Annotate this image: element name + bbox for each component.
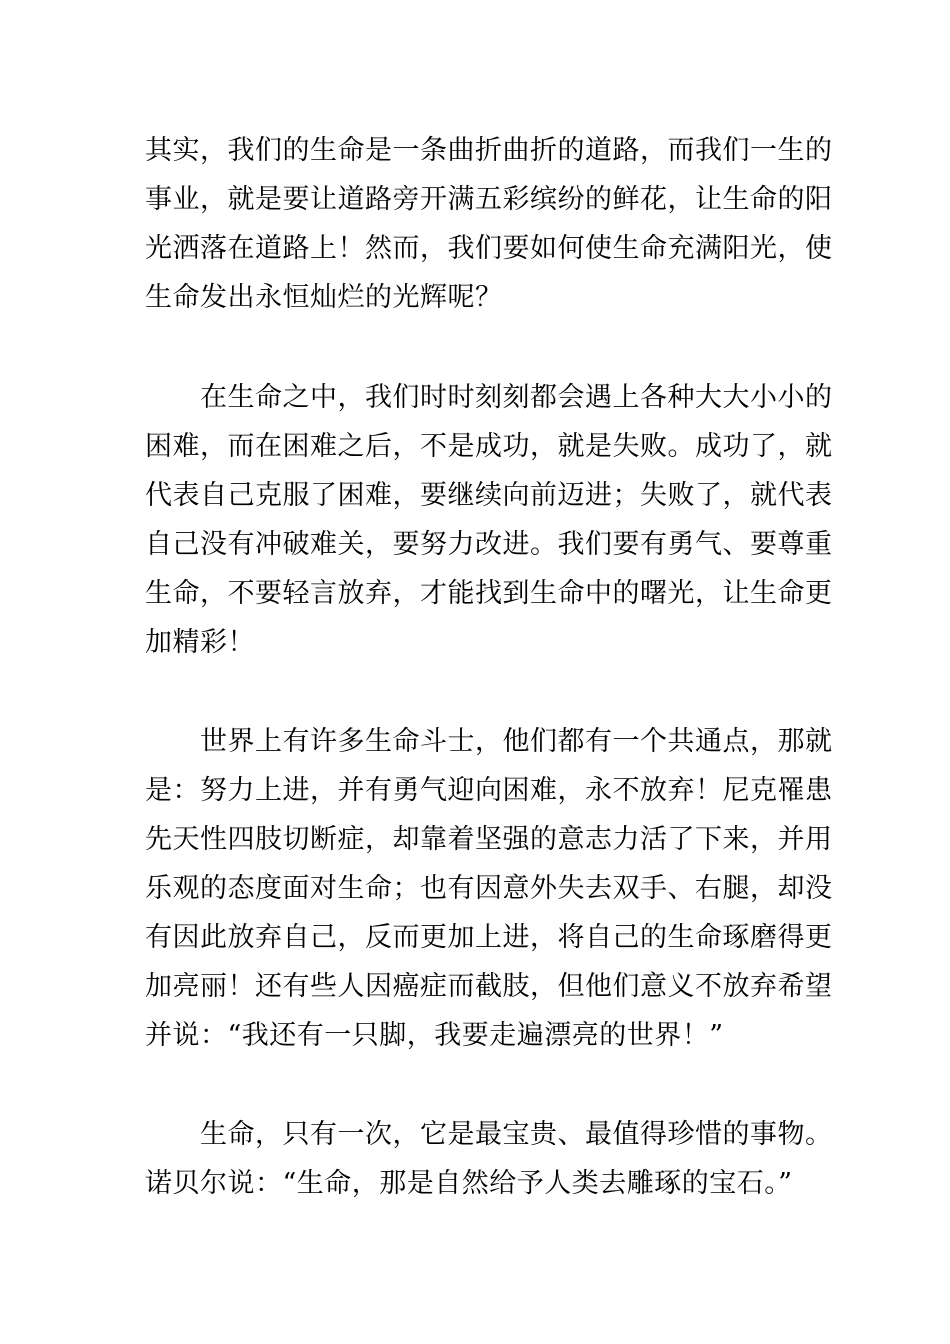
text-line: 加精彩！ (145, 627, 255, 658)
paragraph-1 (145, 126, 833, 322)
text-line: 是：努力上进，并有勇气迎向困难，永不放弃！尼克罹患 (145, 775, 833, 806)
text-line: 有因此放弃自己，反而更加上进，将自己的生命琢磨得更 (145, 922, 833, 953)
text-line: 在生命之中，我们时时刻刻都会遇上各种大大小小的 (145, 382, 833, 413)
text-line: 诺贝尔说：“生命，那是自然给予人类去雕琢的宝石。” (145, 1168, 793, 1199)
paragraph-4 (145, 1110, 833, 1208)
text-line: 并说：“我还有一只脚，我要走遍漂亮的世界！” (145, 1020, 724, 1051)
text-line: 自己没有冲破难关，要努力改进。我们要有勇气、要尊重 (145, 529, 833, 560)
text-line: 世界上有许多生命斗士，他们都有一个共通点，那就 (145, 726, 833, 757)
text-line: 困难，而在困难之后，不是成功，就是失败。成功了，就 (145, 431, 833, 462)
text-line: 事业，就是要让道路旁开满五彩缤纷的鲜花，让生命的阳 (145, 184, 833, 215)
text-line: 加亮丽！还有些人因癌症而截肢，但他们意义不放弃希望 (145, 971, 833, 1002)
text-line: 乐观的态度面对生命；也有因意外失去双手、右腿，却没 (145, 873, 833, 904)
text-line: 代表自己克服了困难，要继续向前迈进；失败了，就代表 (145, 480, 833, 511)
text-line: 生命发出永恒灿烂的光辉呢？ (145, 282, 503, 313)
text-line: 生命，只有一次，它是最宝贵、最值得珍惜的事物。 (145, 1119, 833, 1150)
text-line: 光洒落在道路上！然而，我们要如何使生命充满阳光，使 (145, 233, 833, 264)
text-line: 先天性四肢切断症，却靠着坚强的意志力活了下来，并用 (145, 824, 833, 855)
text-line: 其实，我们的生命是一条曲折曲折的道路，而我们一生的 (145, 135, 833, 166)
paragraph-2 (145, 373, 833, 667)
paragraph-3 (145, 717, 833, 1060)
text-line: 生命，不要轻言放弃，才能找到生命中的曙光，让生命更 (145, 578, 833, 609)
